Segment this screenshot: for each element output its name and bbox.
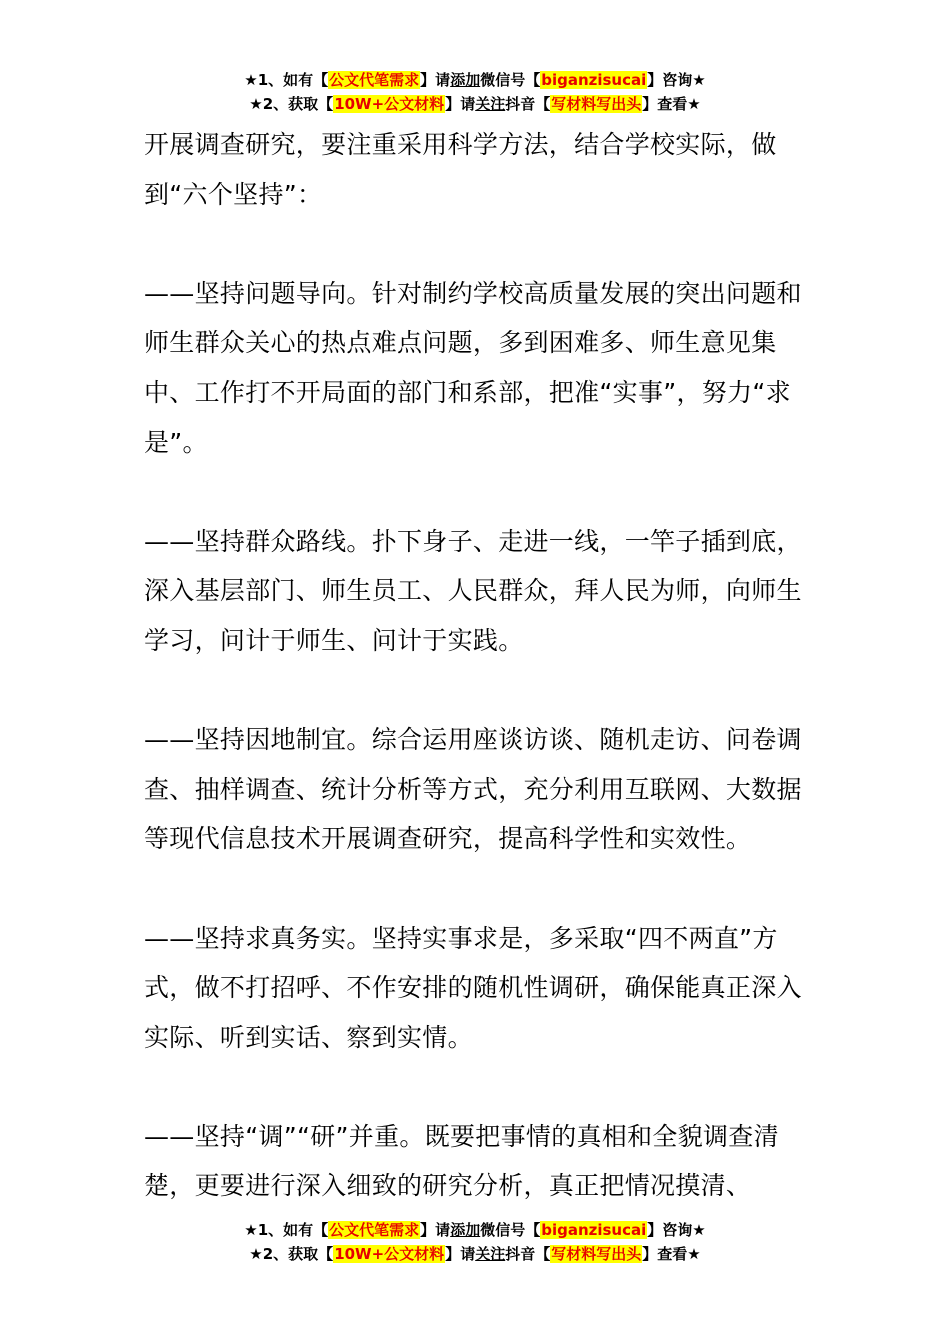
highlight-materials: 10W+公文材料 [334, 95, 445, 113]
highlight-ghostwriting: 公文代笔需求 [329, 71, 420, 89]
paragraph: ——坚持因地制宜。综合运用座谈访谈、随机走访、问卷调查、抽样调查、统计分析等方式，充分利用互联网、大数据等现代信息技术开展调查研究，提高科学性和实效性。 [144, 725, 802, 854]
highlight-wechat-id: biganzisucai [541, 1221, 647, 1239]
highlight-wechat-id: biganzisucai [541, 71, 647, 89]
paragraph: ——坚持求真务实。坚持实事求是，多采取“四不两直”方式，做不打招呼、不作安排的随机性调研，确保能真正深入实际、听到实话、察到实情。 [144, 923, 802, 1052]
footer-banner [0, 1218, 950, 1266]
highlight-materials: 10W+公文材料 [334, 1245, 445, 1263]
highlight-ghostwriting: 公文代笔需求 [329, 1221, 420, 1239]
document-body [144, 120, 812, 1211]
header-banner [0, 68, 950, 116]
paragraph: ——坚持问题导向。针对制约学校高质量发展的突出问题和师生群众关心的热点难点问题，多到困难多、师生意见集中、工作打不开局面的部门和系部，把准“实事”，努力“求是”。 [144, 278, 802, 457]
paragraph: 开展调查研究，要注重采用科学方法，结合学校实际，做到“六个坚持”： [144, 130, 777, 209]
banner-line-2: ★2、获取【10W+公文材料】请关注抖音【写材料写出头】查看★ [249, 1245, 701, 1263]
banner-line-2: ★2、获取【10W+公文材料】请关注抖音【写材料写出头】查看★ [249, 95, 701, 113]
highlight-douyin: 写材料写出头 [551, 95, 642, 113]
banner-line-1: ★1、如有【公文代笔需求】请添加微信号【biganzisucai】咨询★ [244, 71, 706, 89]
highlight-douyin: 写材料写出头 [551, 1245, 642, 1263]
banner-line-1: ★1、如有【公文代笔需求】请添加微信号【biganzisucai】咨询★ [244, 1221, 706, 1239]
paragraph: ——坚持“调”“研”并重。既要把事情的真相和全貌调查清楚，更要进行深入细致的研究分析，真正把情况摸清、 [144, 1121, 779, 1201]
paragraph: ——坚持群众路线。扑下身子、走进一线，一竿子插到底，深入基层部门、师生员工、人民群众，拜人民为师，向师生学习，问计于师生、问计于实践。 [144, 526, 802, 655]
